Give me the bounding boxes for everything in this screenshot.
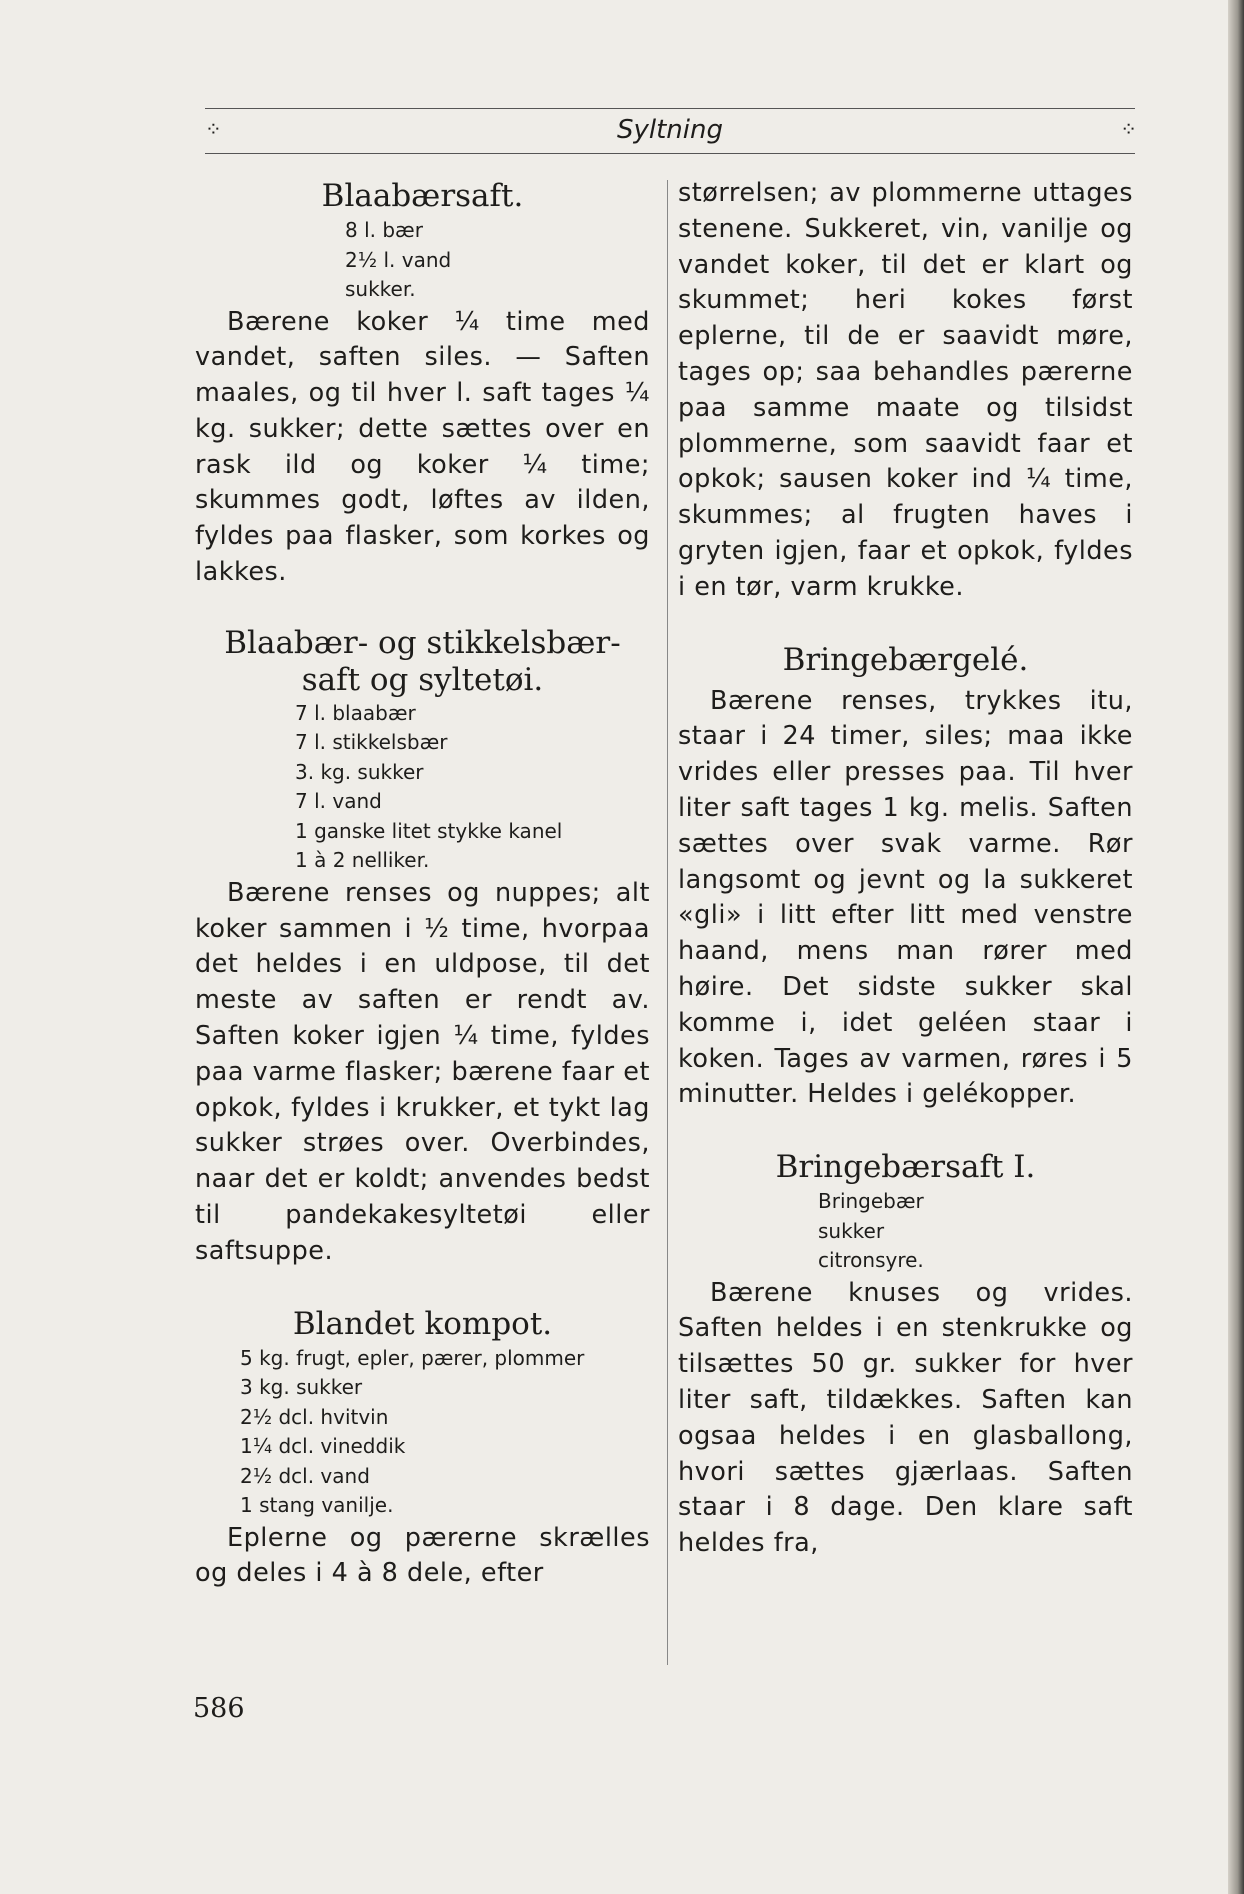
ingredient-line: 1¼ dcl. vineddik [240, 1434, 406, 1459]
ingredient-line: 2½ l. vand [345, 247, 452, 272]
ingredient-line: 7 l. blaabær [295, 700, 416, 725]
ingredient-line: 1 stang vanilje. [240, 1493, 394, 1518]
ingredient-line: 3 kg. sukker [240, 1375, 363, 1400]
recipe-text: Bærene renses og nuppes; alt koker sammen i ½ time, hvorpaa det heldes i en uldpose, til det meste av saften er rendt av. Saften koker igjen ¼ time, fyldes paa varme flasker; bærene faar et opkok, fyldes i krukker, et tykt lag sukker strøes over. Overbindes, naar det er koldt; anvendes bedst til pandekakesyltetøi eller saftsuppe. [195, 877, 650, 1266]
left-column [195, 176, 650, 1592]
recipe-title: Bringebærgelé. [782, 641, 1029, 678]
ingredient-line: 1 à 2 nelliker. [295, 848, 430, 873]
ingredient-list [195, 699, 650, 876]
recipe-text-continued: størrelsen; av plommerne uttages stenene. Sukkeret, vin, vanilje og vandet koker, til det er klart og skummet; heri kokes først eplerne, til de er saavidt møre, tages op; saa behandles pærerne paa samme maate og tilsidst plommerne, som saavidt faar et opkok; sausen koker ind ¼ time, skummes; al frugten haves i gryten igjen, faar et opkok, fyldes i en tør, varm krukke. [678, 178, 1133, 602]
ornament-left-icon: ⁘ [205, 117, 220, 141]
ingredient-line: 7 l. vand [295, 789, 382, 814]
ingredient-line: 1 ganske litet stykke kanel [295, 818, 563, 843]
recipe-title: Blaabær- og stikkelsbær- saft og syltetøi. [224, 624, 621, 698]
ingredient-line: sukker [818, 1218, 885, 1243]
ornament-right-icon: ⁘ [1120, 117, 1135, 141]
running-title: Syltning [617, 115, 723, 145]
ingredient-list [195, 1344, 650, 1521]
ingredient-line: 8 l. bær [345, 218, 423, 242]
ingredient-line: Bringebær [818, 1189, 924, 1214]
recipe-text: Bærene koker ¼ time med vandet, saften siles. — Saften maales, og til hver l. saft tages ¼ kg. sukker; dette sættes over en rask ild og koker ¼ time; skummes godt, løftes av ilden, fyldes paa flasker, som korkes og lakkes. [195, 306, 650, 588]
recipe-title: Blandet kompot. [292, 1305, 553, 1342]
ingredient-line: 3. kg. sukker [295, 759, 424, 784]
ingredient-line: 7 l. stikkelsbær [295, 730, 448, 755]
page-number: 586 [193, 1693, 245, 1724]
ingredient-line: 2½ dcl. vand [240, 1463, 370, 1488]
recipe-text: Bærene renses, trykkes itu, staar i 24 timer, siles; maa ikke vrides eller presses paa. Til hver liter saft tages 1 kg. melis. Saften sættes over svak varme. Rør langsomt og jevnt og la sukkeret «gli» i litt efter litt med venstre haand, mens man rører med høire. Det sidste sukker skal komme i, idet geléen staar i koken. Tages av varmen, røres i 5 minutter. Heldes i gelékopper. [678, 685, 1133, 1110]
recipe-title: Bringebærsaft I. [775, 1149, 1036, 1186]
ingredient-list [195, 216, 650, 305]
recipe-title: Blaabærsaft. [321, 178, 524, 214]
running-header [205, 108, 1135, 154]
column-divider [667, 180, 668, 1665]
ingredient-list [678, 1187, 1133, 1276]
recipe-text: Eplerne og pærerne skrælles og deles i 4 à 8 dele, efter [195, 1522, 650, 1589]
ingredient-line: 2½ dcl. hvitvin [240, 1404, 389, 1429]
recipe-text: Bærene knuses og vrides. Saften heldes i en stenkrukke og tilsættes 50 gr. sukker for hver liter saft, tildækkes. Saften kan ogsaa heldes i en glasballong, hvori sættes gjærlaas. Saften staar i 8 dage. Den klare saft heldes fra, [678, 1277, 1133, 1559]
right-column [678, 176, 1133, 1562]
ingredient-line: sukker. [345, 277, 416, 301]
page-edge-shadow [1228, 0, 1244, 1894]
ingredient-line: 5 kg. frugt, epler, pærer, plommer [240, 1345, 585, 1370]
ingredient-line: citronsyre. [818, 1248, 924, 1273]
